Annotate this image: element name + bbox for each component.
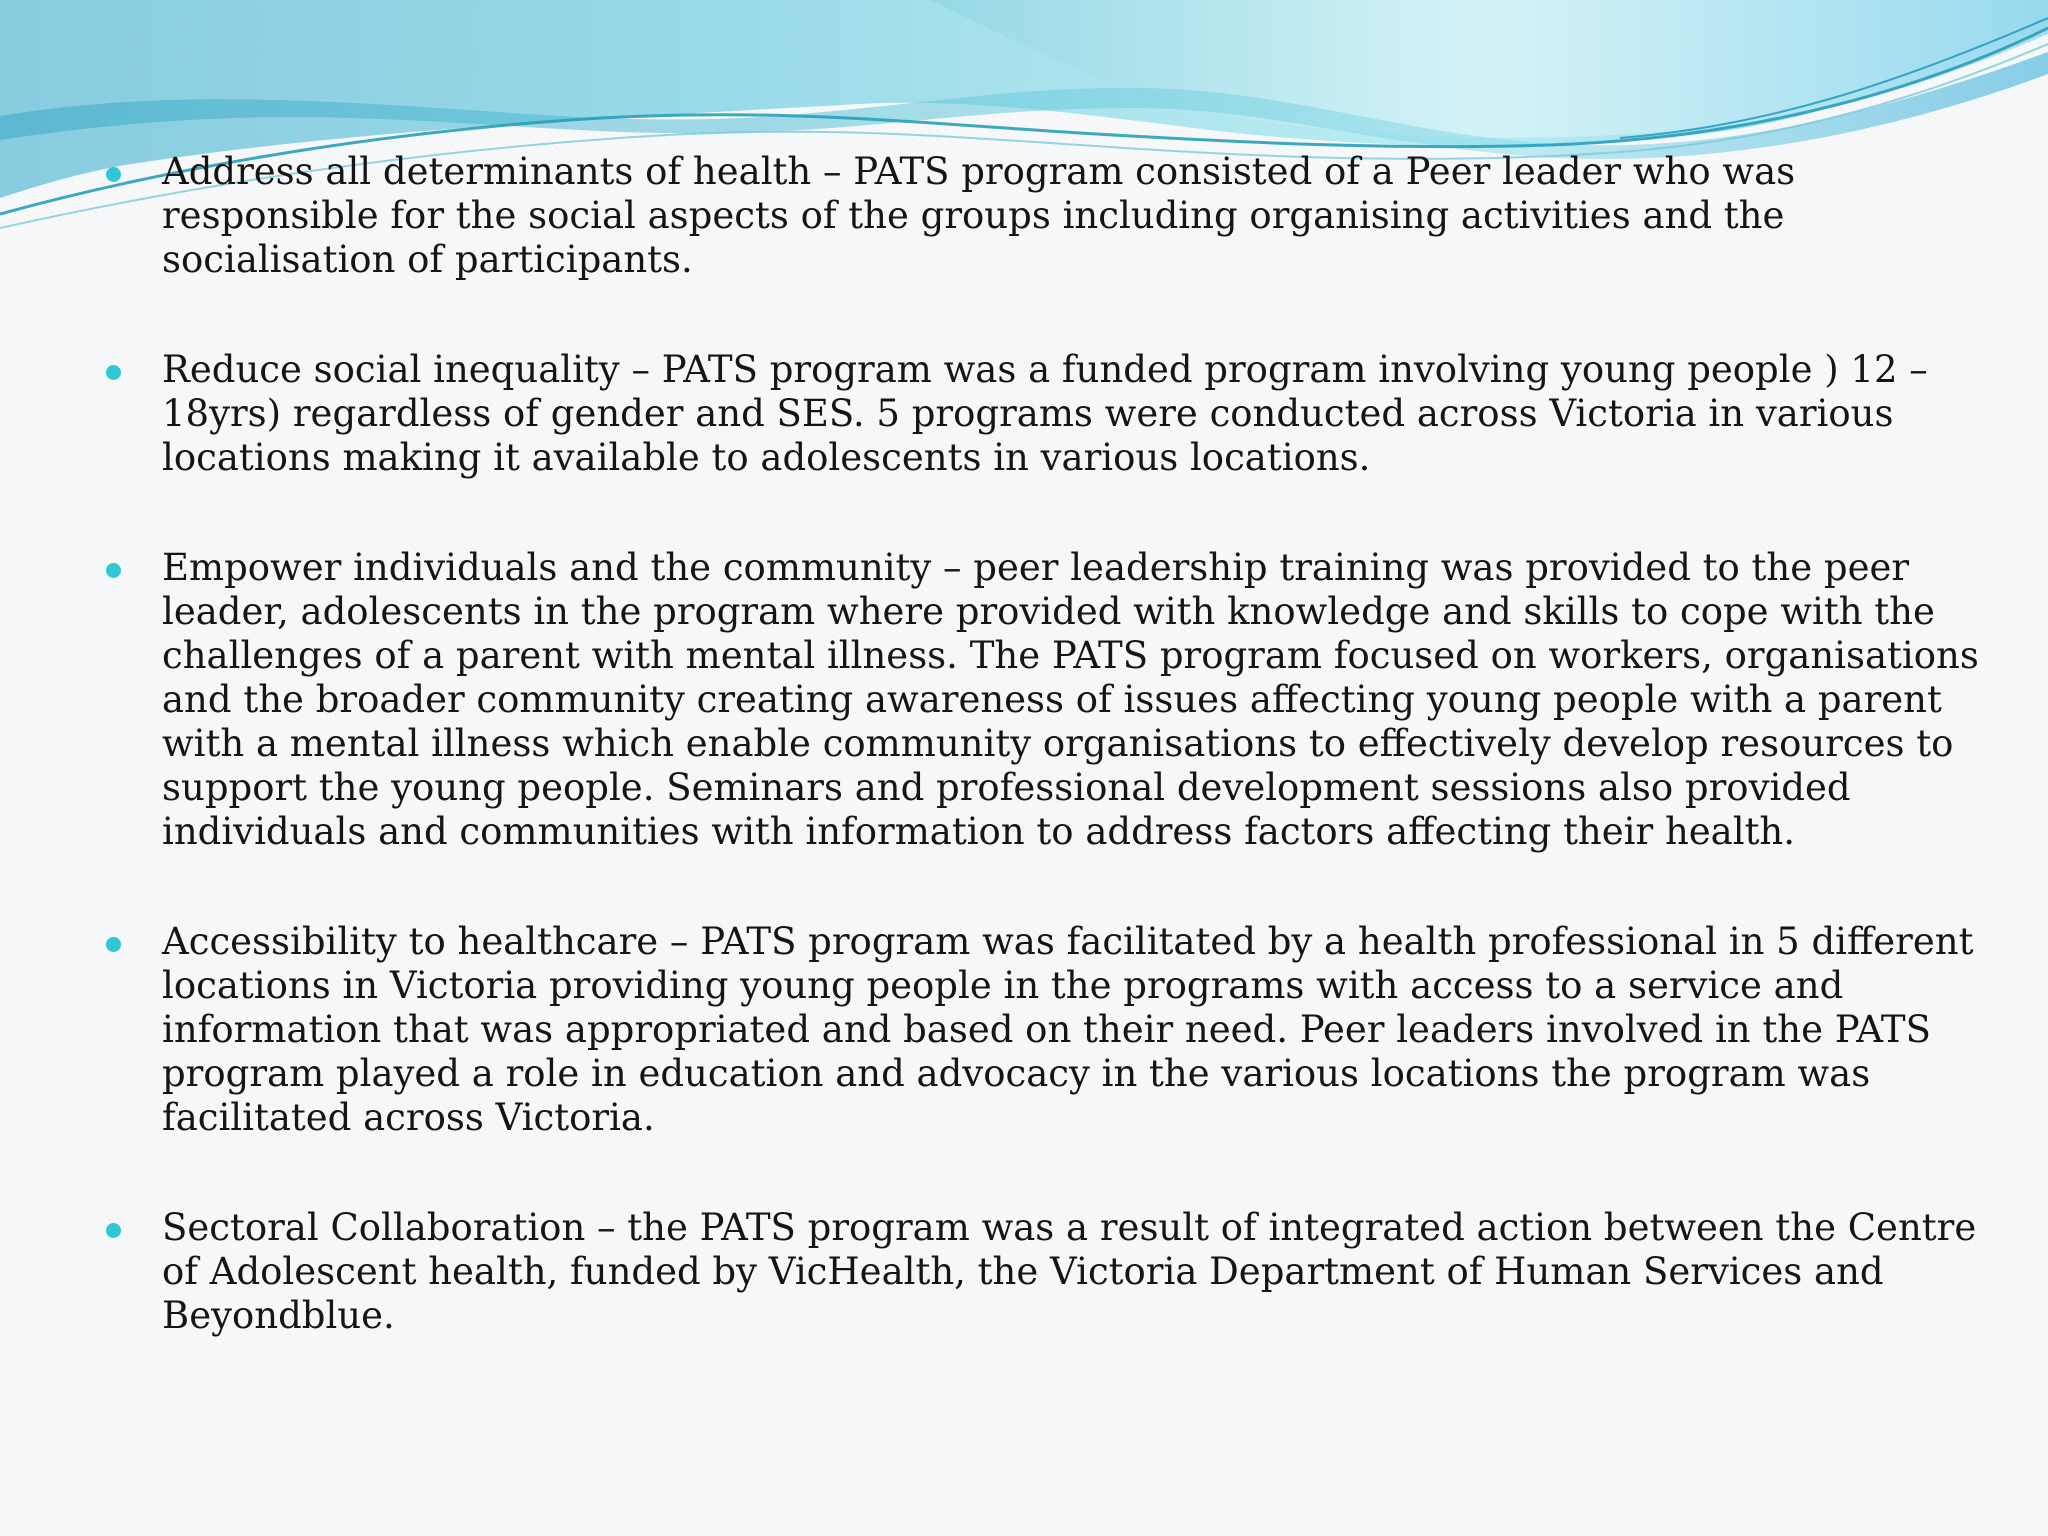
bullet-text: Reduce social inequality – PATS program was a funded program involving young people ) 12 – 18yrs) regardless of gender and SES. 5 programs were conducted across Victoria in various locations making it available to adolescents in various locations. [162, 348, 1928, 479]
bullet-list [100, 150, 1990, 1404]
list-item [100, 920, 1990, 1140]
list-item [100, 348, 1990, 480]
bullet-dot-icon [106, 937, 121, 952]
bullet-text: Accessibility to healthcare – PATS program was facilitated by a health professional in 5 different locations in Victoria providing young people in the programs with access to a service and information that was appropriated and based on their need. Peer leaders involved in the PATS program played a role in education and advocacy in the various locations the program was facilitated across Victoria. [162, 920, 1974, 1139]
bullet-text: Sectoral Collaboration – the PATS program was a result of integrated action between the Centre of Adolescent health, funded by VicHealth, the Victoria Department of Human Services and Beyondblue. [162, 1206, 1977, 1337]
bullet-dot-icon [106, 365, 121, 380]
bullet-dot-icon [106, 563, 121, 578]
list-item [100, 1206, 1990, 1338]
list-item [100, 150, 1990, 282]
list-item [100, 546, 1990, 854]
bullet-dot-icon [106, 1223, 121, 1238]
bullet-text: Empower individuals and the community – peer leadership training was provided to the peer leader, adolescents in the program where provided with knowledge and skills to cope with the challenges of a parent with mental illness. The PATS program focused on workers, organisations and the broader community creating awareness of issues affecting young people with a parent with a mental illness which enable community organisations to effectively develop resources to support the young people. Seminars and professional development sessions also provided individuals and communities with information to address factors affecting their health. [162, 546, 1979, 853]
bullet-dot-icon [106, 167, 121, 182]
bullet-text: Address all determinants of health – PATS program consisted of a Peer leader who was responsible for the social aspects of the groups including organising activities and the socialisation of participants. [162, 150, 1796, 281]
